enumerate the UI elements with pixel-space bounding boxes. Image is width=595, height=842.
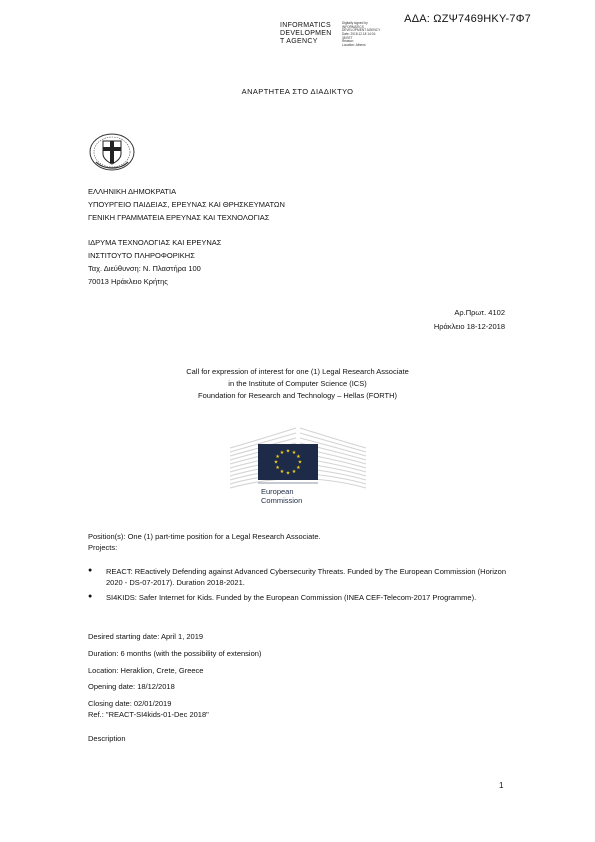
signature-line: Date: 2018.12.18 14:01:	[342, 32, 377, 37]
header-line: ΥΠΟΥΡΓΕΙΟ ΠΑΙΔΕΙΑΣ, ΕΡΕΥΝΑΣ ΚΑΙ ΘΡΗΣΚΕΥΜΑΤΩΝ	[88, 200, 285, 210]
agency-line: INFORMATICS	[280, 22, 332, 29]
agency-line: DEVELOPMEN	[280, 29, 332, 37]
project-text: REACT: REactively Defending against Advanced Cybersecurity Threats. Funded by The European Commission (Horizon 2020 - DS-07-2017). Duration 2018-2021.	[106, 567, 506, 588]
institute-block	[88, 236, 221, 289]
header-line: ΓΕΝΙΚΗ ΓΡΑΜΜΑΤΕΙΑ ΕΡΕΥΝΑΣ ΚΑΙ ΤΕΧΝΟΛΟΓΙΑΣ	[88, 213, 270, 223]
ec-logo-line1: European	[261, 487, 294, 496]
protocol-number: Αρ.Πρωτ. 4102	[454, 308, 505, 317]
svg-text:★: ★	[285, 448, 291, 455]
signature-line: Reason:	[342, 39, 354, 44]
svg-text:★: ★	[285, 470, 291, 477]
position-details	[88, 632, 261, 727]
closing-date: Closing date: 02/01/2019	[88, 699, 172, 708]
reference-code: Ref.: "REACT-SI4kids-01-Dec 2018"	[88, 709, 209, 719]
institute-line: 70013 Ηράκλειο Κρήτης	[88, 277, 168, 287]
opening-date: Opening date: 18/12/2018	[88, 682, 175, 692]
agency-line: T AGENCY	[280, 37, 318, 45]
ministry-header	[88, 185, 285, 224]
place-date: Ηράκλειο 18-12-2018	[433, 321, 505, 331]
institute-line: ΙΔΡΥΜΑ ΤΕΧΝΟΛΟΓΙΑΣ ΚΑΙ ΕΡΕΥΝΑΣ	[88, 238, 222, 247]
svg-text:★: ★	[297, 459, 303, 466]
page-number: 1	[499, 781, 504, 790]
projects-list	[88, 566, 506, 606]
institute-line: ΙΝΣΤΙΤΟΥΤΟ ΠΛΗΡΟΦΟΡΙΚΗΣ	[88, 251, 195, 261]
signature-line: Digitally signed by	[342, 21, 368, 25]
signature-line: INFORMATICS	[342, 24, 364, 29]
svg-text:★: ★	[275, 465, 280, 471]
agency-name	[280, 22, 332, 45]
position-text: Position(s): One (1) part-time position for a Legal Research Associate.	[88, 532, 321, 541]
list-item	[88, 592, 506, 603]
svg-text:★: ★	[279, 469, 285, 475]
call-line: in the Institute of Computer Science (ICS)	[228, 379, 367, 388]
svg-text:★: ★	[279, 450, 285, 456]
duration: Duration: 6 months (with the possibility of extension)	[88, 648, 262, 658]
ec-logo-line2: Commission	[261, 496, 303, 505]
description-heading: Description	[88, 734, 126, 743]
svg-text:★: ★	[296, 465, 301, 471]
svg-text:★: ★	[273, 459, 279, 466]
project-text: SI4KIDS: Safer Internet for Kids. Funded by the European Commission (INEA CEF-Telecom-2017 Programme).	[106, 592, 477, 602]
svg-text:★: ★	[275, 454, 280, 460]
greek-emblem-icon	[88, 132, 136, 172]
header-line: ΕΛΛΗΝΙΚΗ ΔΗΜΟΚΡΑΤΙΑ	[88, 187, 177, 196]
signature-line: Location: Athens	[342, 43, 366, 48]
digital-signature-details	[342, 22, 380, 48]
svg-text:★: ★	[291, 450, 297, 456]
institute-line: Ταχ. Διεύθυνση: Ν. Πλαστήρα 100	[88, 264, 201, 274]
list-item	[88, 566, 506, 589]
call-line: Foundation for Research and Technology – Hellas (FORTH)	[198, 391, 397, 400]
protocol-reference	[434, 306, 505, 334]
location: Location: Heraklion, Crete, Greece	[88, 665, 204, 675]
call-title	[0, 366, 595, 402]
bullet-icon: ●	[88, 567, 93, 574]
signature-line: 38 EET	[342, 35, 353, 40]
posting-note: ΑΝΑΡΤΗΤΕΑ ΣΤΟ ΔΙΑΔΙΚΤΥΟ	[241, 87, 354, 96]
bullet-icon: ●	[88, 592, 93, 600]
starting-date: Desired starting date: April 1, 2019	[88, 632, 204, 641]
call-line: Call for expression of interest for one (1) Legal Research Associate	[186, 367, 409, 376]
signature-line: DEVELOPMENT AGENCY	[342, 28, 381, 33]
svg-text:★: ★	[291, 469, 297, 475]
svg-text:★: ★	[296, 454, 301, 460]
european-commission-logo	[228, 418, 368, 510]
positions-section	[88, 531, 508, 554]
ada-code: ΑΔΑ: ΩΖΨ7469ΗΚΥ-7Φ7	[404, 13, 531, 25]
projects-label: Projects:	[88, 543, 118, 553]
